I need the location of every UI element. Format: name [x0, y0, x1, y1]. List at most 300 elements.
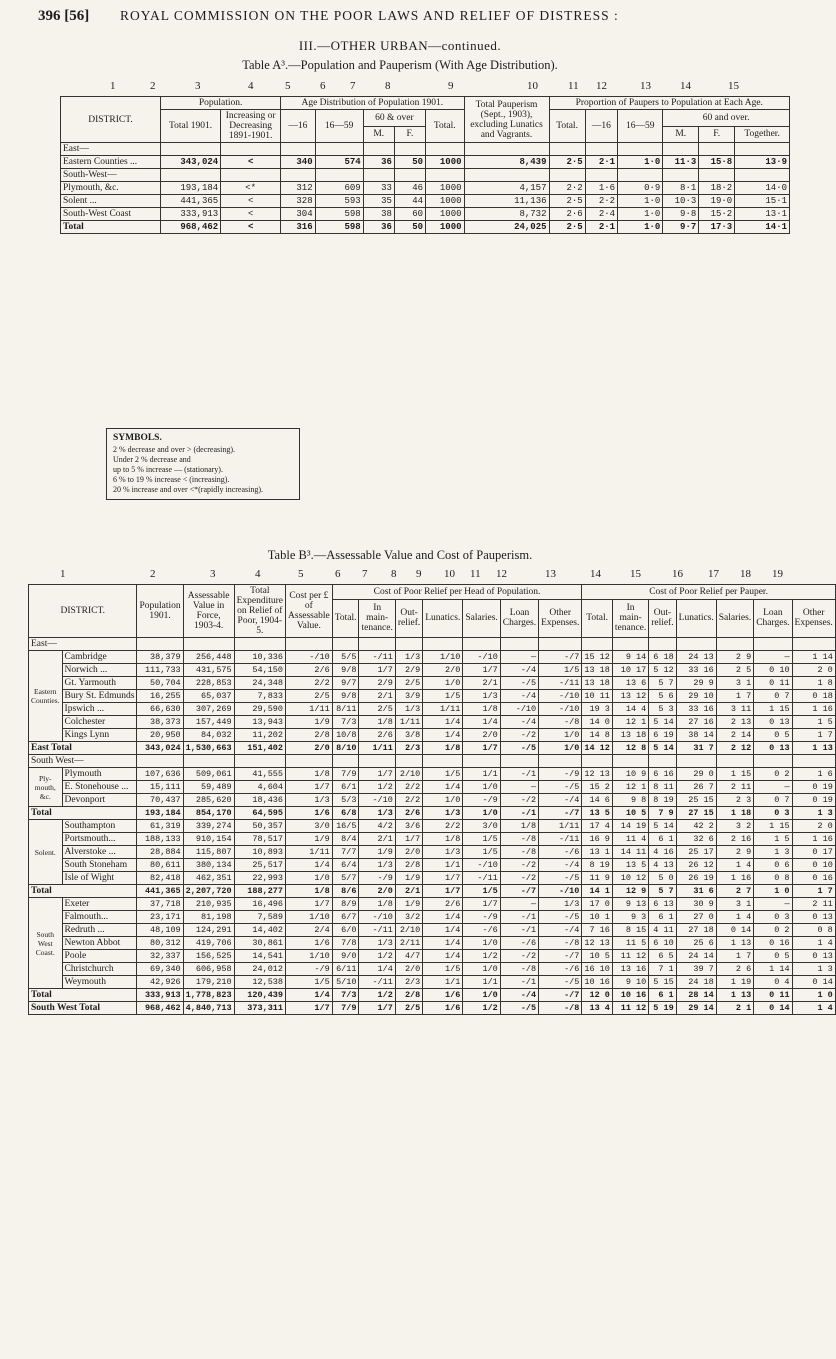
data-cell: 1/11: [286, 703, 333, 716]
empty-cell: [549, 169, 585, 182]
table-row: [29, 911, 836, 924]
data-cell: 1 14: [754, 963, 792, 976]
empty-cell: [735, 169, 790, 182]
data-cell: -/2: [500, 794, 538, 807]
data-cell: 16 10: [582, 963, 613, 976]
data-cell: 1/8: [423, 742, 463, 755]
data-cell: 16 9: [582, 833, 613, 846]
empty-cell: [585, 169, 617, 182]
column-number: 16: [672, 568, 683, 580]
row-label: Devonport: [62, 794, 137, 807]
data-cell: 2 16: [716, 833, 753, 846]
data-cell: 14 1: [582, 885, 613, 898]
data-cell: 2/8: [395, 989, 422, 1002]
data-cell: -/10: [539, 690, 582, 703]
data-cell: 70,437: [137, 794, 183, 807]
data-cell: 6/11: [332, 963, 359, 976]
row-label: Norwich ...: [62, 664, 137, 677]
data-cell: 462,351: [183, 872, 234, 885]
data-cell: 19 3: [582, 703, 613, 716]
data-cell: 3 1: [716, 898, 753, 911]
data-cell: 1/1: [463, 768, 500, 781]
empty-cell: [699, 143, 735, 156]
data-cell: 27 18: [676, 924, 716, 937]
empty-cell: [395, 755, 422, 768]
data-cell: 0 6: [754, 859, 792, 872]
data-cell: 1·0: [618, 195, 663, 208]
data-cell: 4,157: [464, 182, 549, 195]
data-cell: 9·8: [663, 208, 699, 221]
data-cell: 24 18: [676, 976, 716, 989]
table-row: [29, 690, 836, 703]
row-label: East—: [61, 143, 161, 156]
data-cell: 1/2: [463, 1002, 500, 1015]
column-number: 9: [448, 80, 454, 92]
table-row: [29, 937, 836, 950]
data-cell: 1/4: [423, 950, 463, 963]
th-population: Population.: [161, 97, 281, 110]
data-cell: 36: [363, 221, 394, 234]
sub-header: In main-tenance.: [359, 599, 395, 637]
data-cell: 0 14: [716, 924, 753, 937]
data-cell: 431,575: [183, 664, 234, 677]
table-row: [61, 143, 790, 156]
empty-cell: [395, 638, 422, 651]
group-side-label: Solent.: [29, 820, 63, 885]
data-cell: 2·5: [549, 221, 585, 234]
data-cell: 0 7: [754, 690, 792, 703]
data-cell: 1/8: [286, 885, 333, 898]
data-cell: 5 14: [649, 716, 676, 729]
data-cell: 1,530,663: [183, 742, 234, 755]
data-cell: -/8: [500, 963, 538, 976]
empty-cell: [463, 755, 500, 768]
data-cell: 343,024: [161, 156, 221, 169]
data-cell: 14,541: [234, 950, 285, 963]
data-cell: 1/9: [395, 872, 422, 885]
empty-cell: [612, 638, 648, 651]
data-cell: 0 11: [754, 677, 792, 690]
empty-cell: [649, 755, 676, 768]
data-cell: 1 7: [716, 950, 753, 963]
data-cell: 13,943: [234, 716, 285, 729]
data-cell: 2/10: [395, 924, 422, 937]
empty-cell: [394, 169, 425, 182]
data-cell: 11 12: [612, 950, 648, 963]
data-cell: 2/0: [395, 963, 422, 976]
table-row: [61, 221, 790, 234]
data-cell: —: [500, 651, 538, 664]
data-cell: 1/10: [286, 911, 333, 924]
empty-cell: [663, 169, 699, 182]
data-cell: 2·1: [585, 156, 617, 169]
data-cell: 2·5: [549, 156, 585, 169]
data-cell: 441,365: [137, 885, 183, 898]
data-cell: 1/6: [423, 989, 463, 1002]
column-number: 7: [350, 80, 356, 92]
table-row: [29, 664, 836, 677]
column-number: 17: [708, 568, 719, 580]
data-cell: 5 7: [649, 885, 676, 898]
data-cell: 31 7: [676, 742, 716, 755]
sub-header: Total.: [582, 599, 613, 637]
data-cell: -/4: [500, 690, 538, 703]
data-cell: 1·6: [585, 182, 617, 195]
data-cell: 6 5: [649, 950, 676, 963]
data-cell: 6/4: [332, 859, 359, 872]
empty-cell: [464, 169, 549, 182]
data-cell: 2/9: [359, 677, 395, 690]
empty-cell: [332, 755, 359, 768]
table-row: [29, 768, 836, 781]
symbols-line: 6 % to 19 % increase < (increasing).: [113, 475, 230, 484]
data-cell: 25 17: [676, 846, 716, 859]
data-cell: 29,590: [234, 703, 285, 716]
data-cell: 64,595: [234, 807, 285, 820]
data-cell: 0 10: [792, 859, 835, 872]
data-cell: 13·9: [735, 156, 790, 169]
empty-cell: [463, 638, 500, 651]
column-number: 11: [470, 568, 481, 580]
data-cell: 1/9: [395, 898, 422, 911]
data-cell: 1/5: [423, 768, 463, 781]
symbols-box: [106, 428, 300, 500]
data-cell: 8,732: [464, 208, 549, 221]
data-cell: 2/2: [286, 677, 333, 690]
data-cell: 4 11: [649, 924, 676, 937]
data-cell: 13 1: [582, 846, 613, 859]
data-cell: 30,861: [234, 937, 285, 950]
symbols-line: up to 5 % increase — (stationary).: [113, 465, 223, 474]
data-cell: 6/0: [332, 924, 359, 937]
data-cell: 1 16: [792, 833, 835, 846]
data-cell: 1/7: [286, 781, 333, 794]
data-cell: 9 10: [612, 976, 648, 989]
data-cell: 1 7: [716, 690, 753, 703]
data-cell: 10,336: [234, 651, 285, 664]
data-cell: 0 13: [792, 950, 835, 963]
data-cell: 188,277: [234, 885, 285, 898]
data-cell: 6/7: [332, 911, 359, 924]
data-cell: 1/4: [423, 911, 463, 924]
data-cell: 2/6: [286, 664, 333, 677]
table-row: [29, 872, 836, 885]
sub-header: Salaries.: [463, 599, 500, 637]
data-cell: 1/7: [359, 768, 395, 781]
data-cell: 15·8: [699, 156, 735, 169]
sub-header: In main-tenance.: [612, 599, 648, 637]
data-cell: 8 19: [582, 859, 613, 872]
data-cell: 8,439: [464, 156, 549, 169]
group-side-label: Ply-mouth, &c.: [29, 768, 63, 807]
data-cell: 1/2: [359, 989, 395, 1002]
data-cell: 5 15: [649, 976, 676, 989]
data-cell: -/4: [500, 664, 538, 677]
data-cell: 7 16: [582, 924, 613, 937]
data-cell: 2/0: [423, 664, 463, 677]
data-cell: -/10: [359, 794, 395, 807]
empty-cell: [676, 638, 716, 651]
data-cell: 1 15: [754, 703, 792, 716]
th-b-perhead: Cost of Poor Relief per Head of Population.: [332, 585, 582, 600]
data-cell: 1000: [426, 195, 464, 208]
data-cell: -/4: [539, 924, 582, 937]
symbols-line: Under 2 % decrease and: [113, 455, 191, 464]
data-cell: 2 1: [716, 1002, 753, 1015]
data-cell: 1 3: [792, 963, 835, 976]
data-cell: 1/7: [423, 885, 463, 898]
th-u16: —16: [281, 110, 315, 143]
data-cell: 598: [315, 208, 363, 221]
data-cell: 24,348: [234, 677, 285, 690]
row-label: Exeter: [62, 898, 137, 911]
data-cell: 11 9: [582, 872, 613, 885]
data-cell: -/11: [359, 924, 395, 937]
data-cell: 12 0: [582, 989, 613, 1002]
data-cell: 1 15: [716, 768, 753, 781]
data-cell: 2 5: [716, 664, 753, 677]
data-cell: 1/0: [463, 989, 500, 1002]
data-cell: 1 4: [716, 859, 753, 872]
empty-cell: [582, 755, 613, 768]
data-cell: 179,210: [183, 976, 234, 989]
empty-cell: [699, 169, 735, 182]
table-row: [61, 195, 790, 208]
data-cell: 2 0: [792, 820, 835, 833]
data-cell: 1 3: [754, 846, 792, 859]
row-label: Bury St. Edmunds: [62, 690, 137, 703]
data-cell: 10,893: [234, 846, 285, 859]
section-title: III.—OTHER URBAN—continued.: [298, 38, 502, 53]
data-cell: 50,357: [234, 820, 285, 833]
table-row: [29, 781, 836, 794]
data-cell: 1 13: [716, 989, 753, 1002]
empty-cell: [234, 638, 285, 651]
data-cell: 11 12: [612, 1002, 648, 1015]
table-row: [29, 1002, 836, 1015]
data-cell: 3/8: [395, 729, 422, 742]
data-cell: 2/4: [286, 924, 333, 937]
data-cell: 3/2: [395, 911, 422, 924]
column-number: 5: [298, 568, 304, 580]
data-cell: 2/1: [395, 885, 422, 898]
data-cell: 1/8: [463, 703, 500, 716]
data-cell: 3/9: [395, 690, 422, 703]
data-cell: 9 3: [612, 911, 648, 924]
empty-cell: [359, 638, 395, 651]
column-number: 9: [416, 568, 422, 580]
th-ptotal: Total.: [549, 110, 585, 143]
row-label: Plymouth: [62, 768, 137, 781]
data-cell: 24,025: [464, 221, 549, 234]
data-cell: 10 16: [582, 976, 613, 989]
data-cell: 23,171: [137, 911, 183, 924]
data-cell: 1/10: [286, 950, 333, 963]
data-cell: 304: [281, 208, 315, 221]
data-cell: 1/3: [463, 690, 500, 703]
sub-header: Lunatics.: [423, 599, 463, 637]
data-cell: 15 12: [582, 651, 613, 664]
data-cell: -/10: [500, 703, 538, 716]
data-cell: 6/8: [332, 807, 359, 820]
data-cell: 27 16: [676, 716, 716, 729]
data-cell: 1 15: [754, 820, 792, 833]
data-cell: <: [221, 221, 281, 234]
table-row: [29, 794, 836, 807]
data-cell: -/6: [539, 963, 582, 976]
data-cell: 29 14: [676, 1002, 716, 1015]
th-ptog: Together.: [735, 126, 790, 143]
th-p60: 60 and over.: [663, 110, 790, 127]
data-cell: 27 15: [676, 807, 716, 820]
table-row: [29, 677, 836, 690]
data-cell: 115,807: [183, 846, 234, 859]
column-number: 1: [110, 80, 116, 92]
data-cell: 380,134: [183, 859, 234, 872]
data-cell: -/11: [539, 677, 582, 690]
data-cell: 1/3: [423, 846, 463, 859]
th-f: F.: [394, 126, 425, 143]
data-cell: 7 9: [649, 807, 676, 820]
data-cell: -/5: [539, 976, 582, 989]
column-number: 15: [630, 568, 641, 580]
data-cell: 13 18: [582, 664, 613, 677]
data-cell: -/4: [500, 716, 538, 729]
column-number: 2: [150, 80, 156, 92]
data-cell: 10 5: [582, 950, 613, 963]
data-cell: 32 6: [676, 833, 716, 846]
data-cell: 1/5: [286, 976, 333, 989]
data-cell: 1/2: [359, 950, 395, 963]
data-cell: 1/4: [423, 716, 463, 729]
data-cell: 193,184: [161, 182, 221, 195]
data-cell: -/7: [539, 950, 582, 963]
empty-cell: [649, 638, 676, 651]
data-cell: -/10: [463, 651, 500, 664]
data-cell: 1/5: [423, 690, 463, 703]
data-cell: 0 17: [792, 846, 835, 859]
data-cell: 1/8: [359, 898, 395, 911]
data-cell: 1/0: [463, 807, 500, 820]
data-cell: 1 18: [716, 807, 753, 820]
data-cell: 16/5: [332, 820, 359, 833]
data-cell: 10·3: [663, 195, 699, 208]
data-cell: —: [754, 898, 792, 911]
table-row: [29, 976, 836, 989]
empty-cell: [281, 169, 315, 182]
data-cell: 20,950: [137, 729, 183, 742]
data-cell: 968,462: [161, 221, 221, 234]
data-cell: 8 15: [612, 924, 648, 937]
data-cell: 12,538: [234, 976, 285, 989]
data-cell: 1/6: [286, 937, 333, 950]
data-cell: 0 18: [792, 690, 835, 703]
table-row: [61, 208, 790, 221]
data-cell: 1 19: [716, 976, 753, 989]
data-cell: 61,319: [137, 820, 183, 833]
empty-cell: [754, 755, 792, 768]
data-cell: 1000: [426, 156, 464, 169]
data-cell: -/10: [539, 885, 582, 898]
data-cell: 33 16: [676, 703, 716, 716]
empty-cell: [539, 638, 582, 651]
data-cell: 6 1: [649, 911, 676, 924]
table-row: [61, 156, 790, 169]
table-row: [29, 950, 836, 963]
data-cell: 12 13: [582, 768, 613, 781]
data-cell: -/8: [539, 716, 582, 729]
data-cell: 50,704: [137, 677, 183, 690]
row-label: Gt. Yarmouth: [62, 677, 137, 690]
data-cell: 59,489: [183, 781, 234, 794]
data-cell: 8·1: [663, 182, 699, 195]
data-cell: 1/11: [359, 742, 395, 755]
data-cell: 1/8: [359, 716, 395, 729]
data-cell: -/1: [500, 911, 538, 924]
data-cell: 15 2: [582, 781, 613, 794]
data-cell: 3 11: [716, 703, 753, 716]
data-cell: 2·6: [549, 208, 585, 221]
data-cell: 2/5: [359, 703, 395, 716]
row-label: Eastern Counties ...: [61, 156, 161, 169]
data-cell: 1 16: [716, 872, 753, 885]
data-cell: 1 5: [754, 833, 792, 846]
data-cell: 0 5: [754, 950, 792, 963]
data-cell: 33 16: [676, 664, 716, 677]
data-cell: 1 13: [716, 937, 753, 950]
data-cell: 107,636: [137, 768, 183, 781]
data-cell: 7/3: [332, 989, 359, 1002]
column-number: 4: [255, 568, 261, 580]
data-cell: 0 8: [754, 872, 792, 885]
data-cell: 0 11: [754, 989, 792, 1002]
data-cell: 1 0: [792, 989, 835, 1002]
data-cell: -/9: [359, 872, 395, 885]
column-number: 2: [150, 568, 156, 580]
data-cell: 1/4: [423, 937, 463, 950]
data-cell: 24 14: [676, 950, 716, 963]
data-cell: 7 1: [649, 963, 676, 976]
data-cell: 6/1: [332, 781, 359, 794]
empty-cell: [286, 755, 333, 768]
data-cell: 1/11: [423, 703, 463, 716]
data-cell: 2·2: [585, 195, 617, 208]
data-cell: 328: [281, 195, 315, 208]
data-cell: 22,993: [234, 872, 285, 885]
empty-cell: [426, 143, 464, 156]
data-cell: 1/5: [463, 846, 500, 859]
data-cell: -/5: [500, 677, 538, 690]
data-cell: 50: [394, 221, 425, 234]
data-cell: 1/0: [539, 742, 582, 755]
data-cell: 5 7: [649, 677, 676, 690]
data-cell: 316: [281, 221, 315, 234]
empty-cell: [676, 755, 716, 768]
empty-cell: [792, 638, 835, 651]
data-cell: -/7: [500, 885, 538, 898]
data-cell: 0 16: [792, 872, 835, 885]
data-cell: 13 5: [612, 859, 648, 872]
data-cell: 1/7: [286, 1002, 333, 1015]
data-cell: 0 19: [792, 781, 835, 794]
data-cell: 340: [281, 156, 315, 169]
data-cell: 1 4: [716, 911, 753, 924]
data-cell: 1/3: [359, 807, 395, 820]
data-cell: 3 1: [716, 677, 753, 690]
data-cell: -/5: [539, 872, 582, 885]
data-cell: 80,611: [137, 859, 183, 872]
data-cell: 10 11: [582, 690, 613, 703]
